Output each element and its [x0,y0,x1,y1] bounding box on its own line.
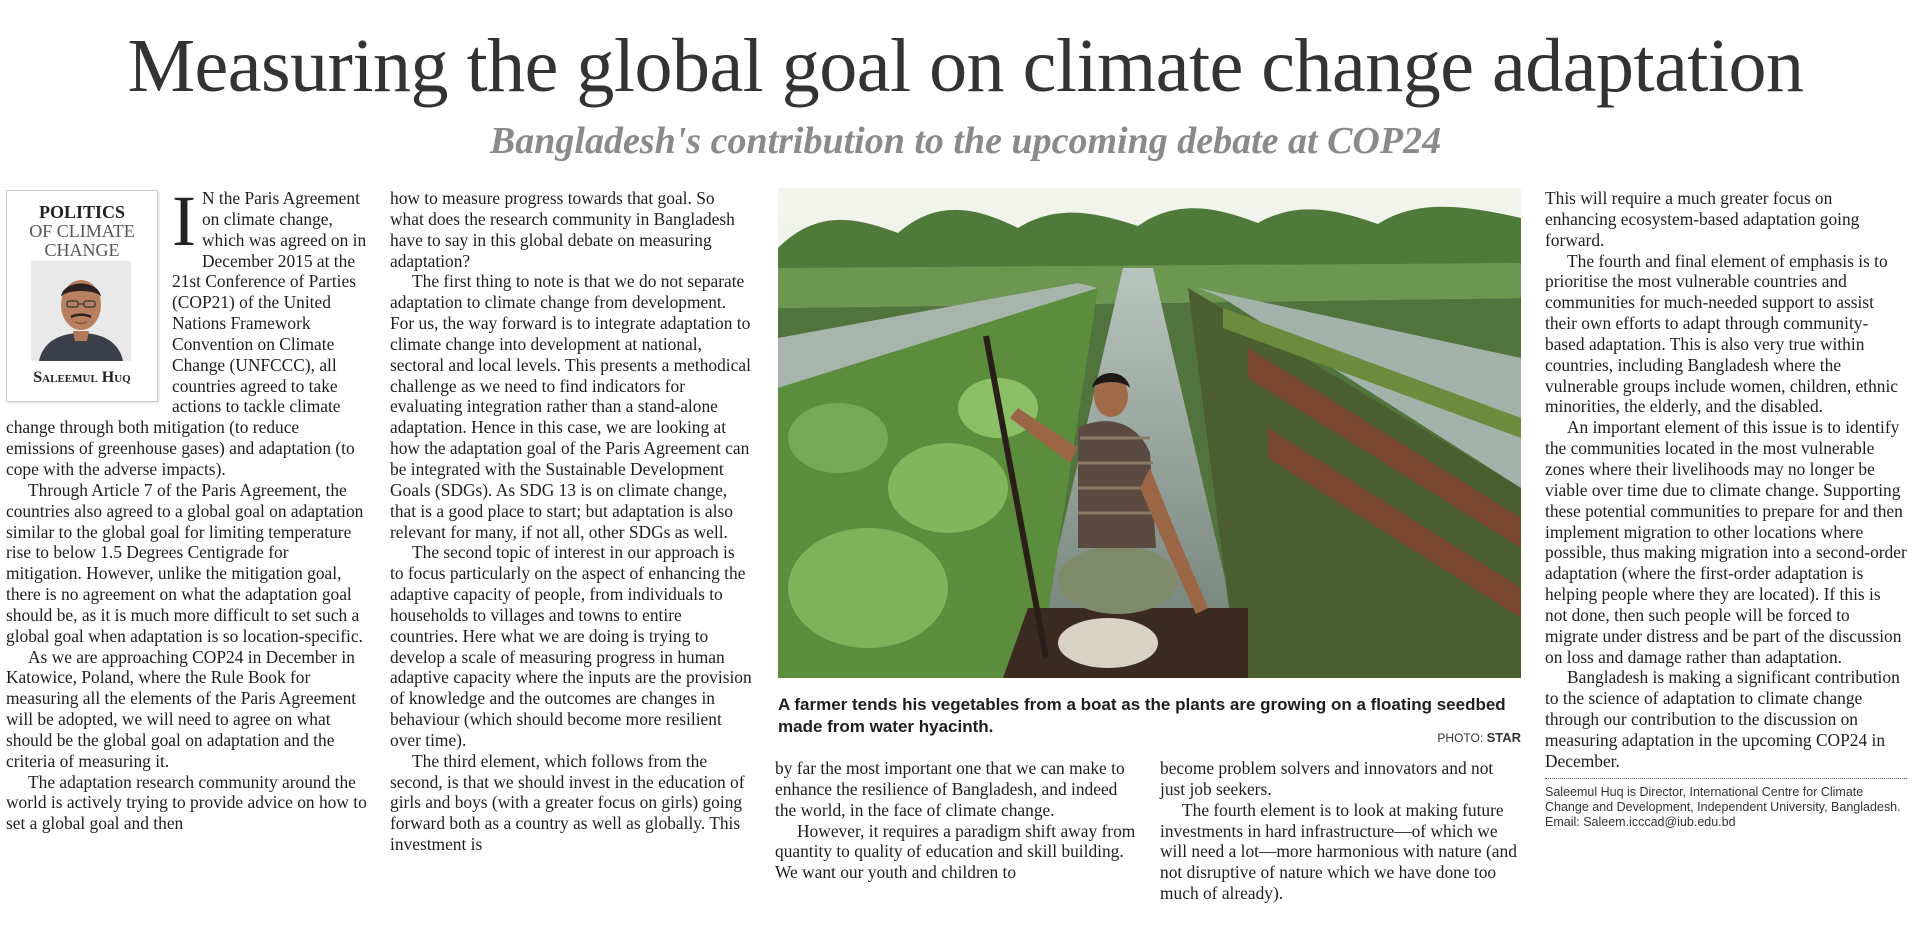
article-column-2 [390,188,752,855]
paragraph: The fourth element is to look at making future investments in hard infrastructure—of which we will need a lot—more harmonious with nature (and not disruptive of nature which we have done too much of already). [1160,799,1517,904]
paragraph: The first thing to note is that we do not separate adaptation to climate change from development. For us, the way forward is to integrate adaptation to climate change into development at national, sectoral and local levels. This presents a methodical challenge as we need to find indicators for evaluating integration rather than a stand-alone adaptation. Hence in this case, we are looking at how the adaptation goal of the Paris Agreement can be integrated with the Sustainable Development Goals (SDGs). As SDG 13 is on climate change, that is a good place to start; but adaptation is also relevant for many, if not all, other SDGs as well. [390,271,751,542]
paragraph: N the Paris Agreement on climate change, which was agreed on in December 2015 at the 21st Conference of Parties (COP21) of the United Nations Framework Convention on Climate Change (UNFCCC), all countries agreed to take actions to tackle climate change through both mitigation (to reduce emissions of greenhouse gases) and adaptation (to cope with the adverse impacts). [6,188,367,479]
paragraph: by far the most important one that we can make to enhance the resilience of Bangladesh, and indeed the world, in the face of climate change. [775,758,1125,820]
paragraph: The second topic of interest in our approach is to focus particularly on the aspect of enhancing the adaptive capacity of people, from individuals to households to villages and towns to entire countries. Here what we are doing is trying to develop a scale of measuring progress in human adaptive capacity where the inputs are the provision of knowledge and the outcomes are changes in behaviour (which should become more resilient over time). [390,542,752,750]
paragraph: As we are approaching COP24 in December in Katowice, Poland, where the Rule Book for measuring all the elements of the Paris Agreement will be adopted, we will need to agree on what should be the global goal on adaptation and the criteria of measuring it. [6,646,357,771]
paragraph: Through Article 7 of the Paris Agreement, the countries also agreed to a global goal on adaptation similar to the global goal for limiting temperature rise to below 1.5 Degrees Centigrade for mitigation. However, unlike the mitigation goal, there is no agreement on what the adaptation goal should be, as it is much more difficult to set such a global goal when adaptation is so location-specific. [6,479,364,646]
paragraph: The third element, which follows from the second, is that we should invest in the education of girls and boys (with a greater focus on girls) going forward both as a country as well as globally. This investment is [390,750,745,855]
article-photo [778,188,1521,678]
photo-credit-label: PHOTO: [1437,731,1484,745]
author-footnote [1545,778,1907,830]
column-kicker-line2: OF CLIMATE [29,221,135,241]
byline-box [6,190,158,402]
drop-cap: I [172,181,196,261]
paragraph: how to measure progress towards that goal. So what does the research community in Bangladesh have to say in this global debate on measuring adaptation? [390,188,735,271]
column-kicker-line3: CHANGE [44,240,120,260]
paragraph: The adaptation research community around the world is actively trying to provide advice on how to set a global goal and then [6,771,367,834]
paragraph: This will require a much greater focus on enhancing ecosystem-based adaptation going forward. [1545,188,1860,250]
article-column-4 [1160,758,1522,904]
paragraph: However, it requires a paradigm shift away from quantity to quality of education and skill building. We want our youth and children to [775,820,1136,883]
paragraph: An important element of this issue is to identify the communities located in the most vulnerable zones where their livelihoods may no longer be viable over time due to climate change. Supporting these potential communities to prepare for and then implement migration to other locations where possible, thus making migration into a second-order adaptation (where the first-order adaptation is helping people where they are located). If this is not done, then such people will be forced to migrate under distress and be part of the discussion on loss and damage rather than adaptation. [1545,417,1907,667]
author-email: Email: Saleem.icccad@iub.edu.bd [1545,814,1736,829]
paragraph: become problem solvers and innovators and not just job seekers. [1160,758,1494,799]
photo-credit [1300,730,1521,745]
subheadline: Bangladesh's contribution to the upcoming debate at COP24 [489,120,1442,162]
paragraph: Bangladesh is making a significant contribution to the science of adaptation to climate change through our contribution to the discussion on measuring adaptation in the upcoming COP24 in December. [1545,667,1900,771]
author-portrait [31,261,131,361]
column-kicker: POLITICS [38,202,126,222]
author-name: Saleemul Huq [33,369,131,387]
article-column-3 [775,758,1137,883]
author-bio: Saleemul Huq is Director, International Centre for Climate Change and Development, Independent University, Bangladesh. [1545,784,1901,814]
headline: Measuring the global goal on climate change adaptation [127,24,1804,108]
article-column-5 [1545,188,1907,830]
photo-caption: A farmer tends his vegetables from a boat as the plants are growing on a floating seedbed made from water hyacinth. [778,695,1506,736]
photo-credit-source: STAR [1486,730,1521,745]
article-column-1 [6,181,368,834]
paragraph: The fourth and final element of emphasis is to prioritise the most vulnerable countries and communities for much-needed support to assist their own efforts to adapt through community-based adaptation. This is also very true within countries, including Bangladesh where the vulnerable groups include women, children, ethnic minorities, the elderly, and the disabled. [1545,250,1899,417]
